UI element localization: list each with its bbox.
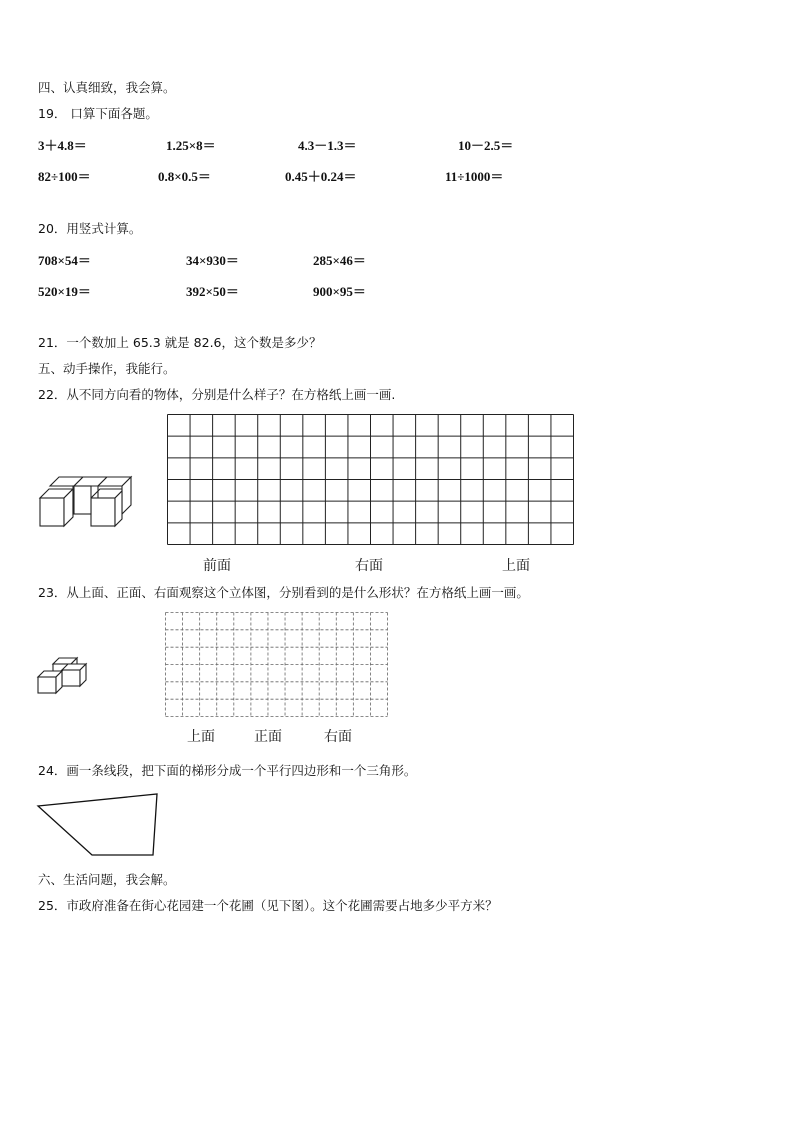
- q25-title: 25．市政府准备在街心花园建一个花圃（见下图）。这个花圃需要占地多少平方米？: [38, 898, 498, 913]
- section-6-heading: 六、生活问题，我会解。: [38, 872, 176, 887]
- q20-item: 392×50＝: [186, 284, 239, 299]
- q23-label-front: 正面: [254, 729, 282, 745]
- q22-label-right: 右面: [355, 558, 383, 574]
- q21-title: 21．一个数加上 65.3 就是 82.6，这个数是多少？: [38, 335, 322, 350]
- q19-item: 11÷1000＝: [445, 169, 504, 184]
- q24-title: 24．画一条线段，把下面的梯形分成一个平行四边形和一个三角形。: [38, 763, 417, 778]
- q23-label-right: 右面: [324, 729, 352, 745]
- q19-item: 10－2.5＝: [458, 138, 514, 153]
- q19-item: 3＋4.8＝: [38, 138, 87, 153]
- q22-label-top: 上面: [502, 558, 530, 574]
- q23-label-top: 上面: [187, 729, 215, 745]
- section-4-heading: 四、认真细致，我会算。: [38, 80, 176, 95]
- q20-title: 20．用竖式计算。: [38, 221, 142, 236]
- q20-item: 285×46＝: [313, 253, 366, 268]
- q19-item: 82÷100＝: [38, 169, 91, 184]
- q20-item: 34×930＝: [186, 253, 239, 268]
- q20-item: 900×95＝: [313, 284, 366, 299]
- q19-item: 0.8×0.5＝: [158, 169, 211, 184]
- q19-item: 4.3－1.3＝: [298, 138, 357, 153]
- q19-title: 19． 口算下面各题。: [38, 106, 158, 121]
- section-5-heading: 五、动手操作，我能行。: [38, 361, 176, 376]
- q23-title: 23．从上面、正面、右面观察这个立体图，分别看到的是什么形状？在方格纸上画一画。: [38, 585, 529, 600]
- q19-item: 0.45＋0.24＝: [285, 169, 357, 184]
- q20-item: 520×19＝: [38, 284, 91, 299]
- q22-title: 22．从不同方向看的物体，分别是什么样子？在方格纸上画一画.: [38, 387, 396, 402]
- q19-item: 1.25×8＝: [166, 138, 216, 153]
- q22-label-front: 前面: [203, 558, 231, 574]
- q20-item: 708×54＝: [38, 253, 91, 268]
